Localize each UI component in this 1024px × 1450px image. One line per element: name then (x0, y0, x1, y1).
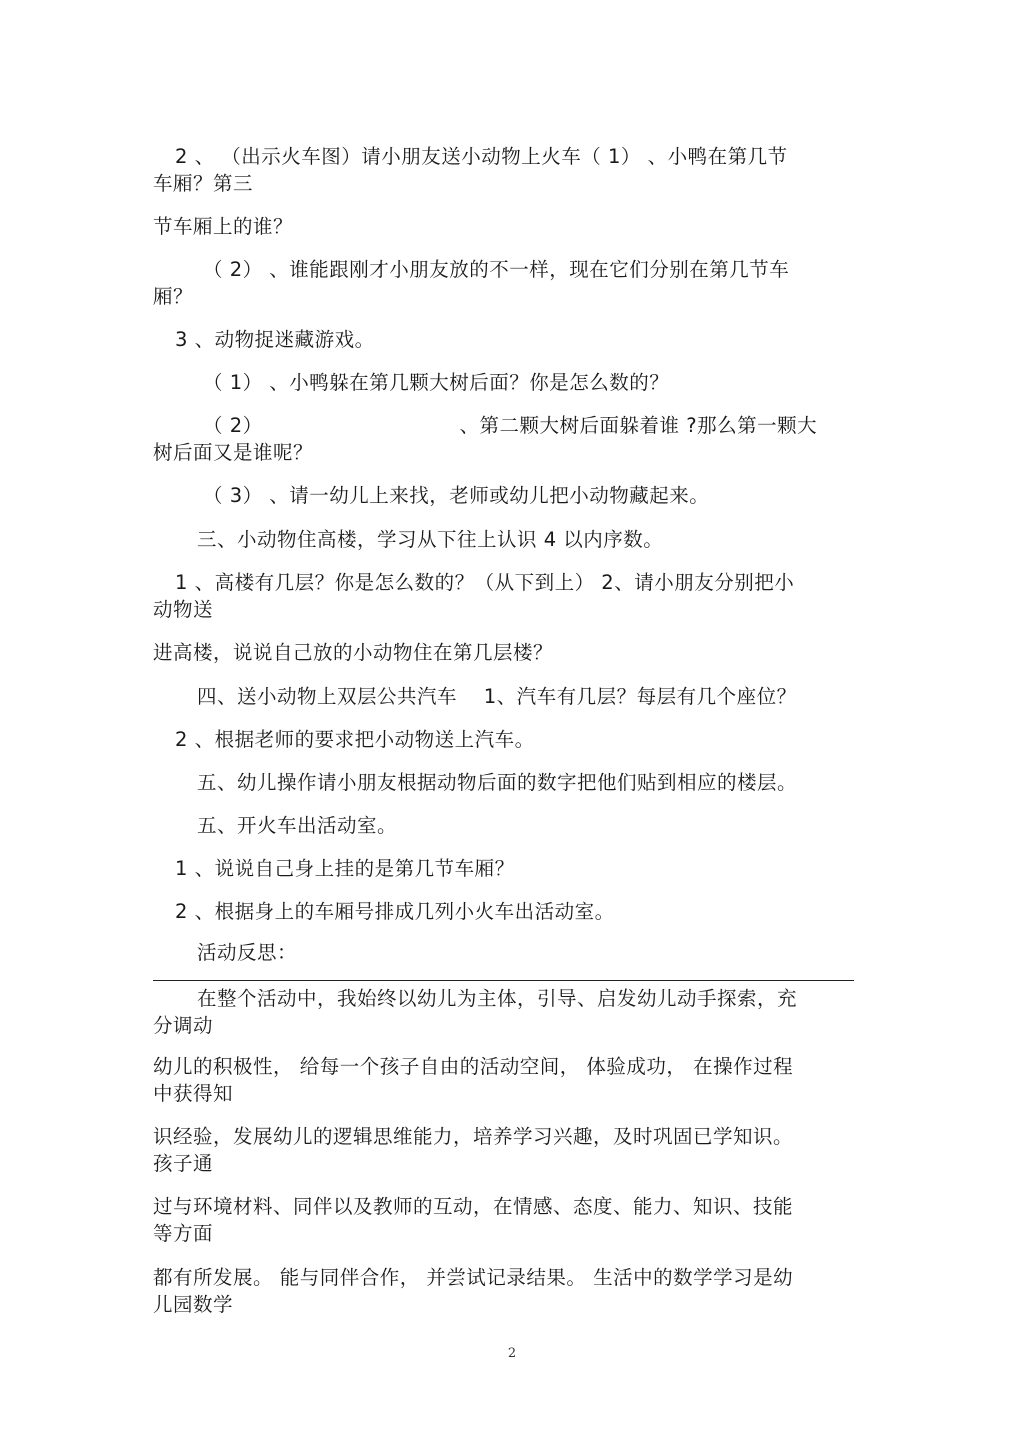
reflection-line: 中获得知 (153, 1082, 234, 1105)
reflection-line: 儿园数学 (153, 1293, 234, 1316)
reflection-heading: 活动反思： (197, 941, 298, 964)
paragraph-line: 3 、动物捉迷藏游戏。 (175, 328, 375, 351)
paragraph-line: （ 2） 、第二颗大树后面躲着谁 ?那么第一颗大 (203, 414, 818, 437)
reflection-line: 都有所发展。 能与同伴合作， 并尝试记录结果。 生活中的数学学习是幼 (153, 1266, 794, 1289)
paragraph-line: 2 、根据老师的要求把小动物送上汽车。 (175, 728, 535, 751)
paragraph-line: （ 3） 、请一幼儿上来找，老师或幼儿把小动物藏起来。 (203, 484, 710, 507)
reflection-line: 分调动 (153, 1014, 214, 1037)
paragraph-line: 1 、高楼有几层？你是怎么数的？（从下到上） 2、请小朋友分别把小 (175, 571, 795, 594)
paragraph-line: 车厢？第三 (153, 172, 254, 195)
reflection-line: 幼儿的积极性， 给每一个孩子自由的活动空间， 体验成功， 在操作过程 (153, 1055, 794, 1078)
section-heading: 三、小动物住高楼，学习从下往上认识 4 以内序数。 (197, 528, 664, 551)
page-number: 2 (507, 1346, 517, 1361)
reflection-line: 等方面 (153, 1222, 214, 1245)
section-heading: 四、送小动物上双层公共汽车 1、汽车有几层？每层有几个座位？ (197, 685, 797, 708)
paragraph-line: 2 、根据身上的车厢号排成几列小火车出活动室。 (175, 900, 615, 923)
paragraph-line: 树后面又是谁呢？ (153, 441, 314, 464)
section-heading: 五、开火车出活动室。 (197, 814, 398, 837)
reflection-line: 过与环境材料、同伴以及教师的互动，在情感、态度、能力、知识、技能 (153, 1195, 794, 1218)
paragraph-line: 厢？ (153, 285, 194, 308)
horizontal-rule (153, 980, 854, 981)
paragraph-line: 进高楼，说说自己放的小动物住在第几层楼？ (153, 641, 554, 664)
reflection-line: 识经验，发展幼儿的逻辑思维能力，培养学习兴趣，及时巩固已学知识。 (153, 1125, 794, 1148)
reflection-line: 孩子通 (153, 1152, 214, 1175)
paragraph-line: 2 、 （出示火车图）请小朋友送小动物上火车（ 1） 、小鸭在第几节 (175, 145, 788, 168)
paragraph-line: 节车厢上的谁？ (153, 215, 294, 238)
paragraph-line: （ 1） 、小鸭躲在第几颗大树后面？你是怎么数的？ (203, 371, 670, 394)
paragraph-line: （ 2） 、谁能跟刚才小朋友放的不一样，现在它们分别在第几节车 (203, 258, 790, 281)
reflection-line: 在整个活动中，我始终以幼儿为主体，引导、启发幼儿动手探索，充 (197, 987, 798, 1010)
paragraph-line: 1 、说说自己身上挂的是第几节车厢？ (175, 857, 515, 880)
paragraph-line: 动物送 (153, 598, 214, 621)
section-heading: 五、幼儿操作请小朋友根据动物后面的数字把他们贴到相应的楼层。 (197, 771, 798, 794)
